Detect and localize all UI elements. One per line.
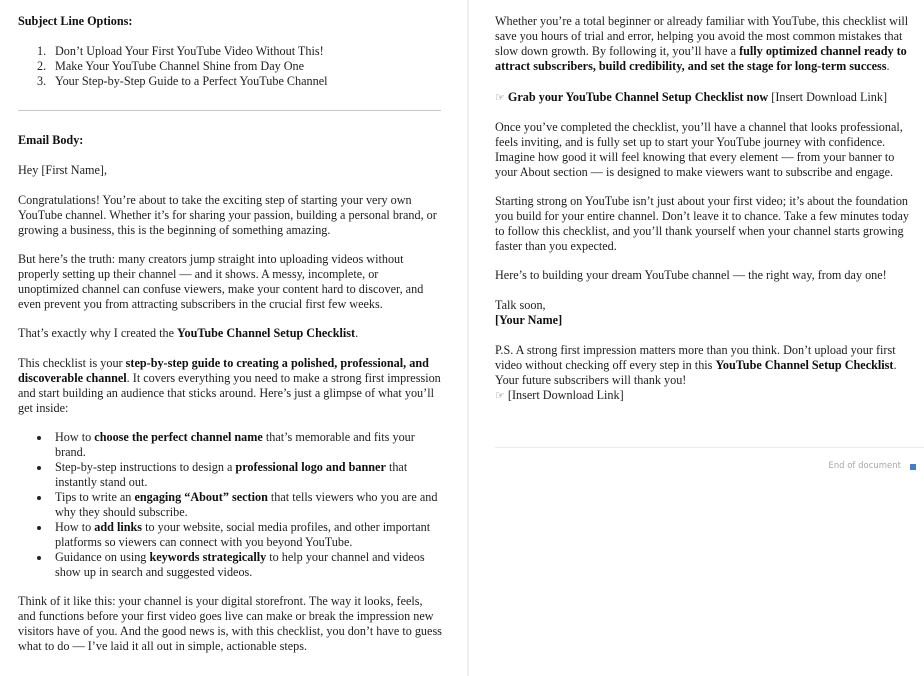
column-divider bbox=[467, 0, 469, 676]
subject-options-list bbox=[18, 44, 442, 89]
subject-option: 1. Don’t Upload Your First YouTube Video Without This! bbox=[37, 44, 324, 58]
bullet-icon bbox=[37, 496, 41, 500]
greeting: Hey [First Name], bbox=[18, 163, 108, 177]
end-marker-icon bbox=[910, 464, 916, 470]
signoff: Talk soon, bbox=[495, 298, 546, 312]
subject-option: 2. Make Your YouTube Channel Shine from Day One bbox=[37, 59, 305, 73]
postscript: P.S. A strong first impression matters more than you think. Don’t upload your first video without checking off every step in this YouTube Channel Setup Checklist. Your future subscribers will thank you! bbox=[495, 343, 897, 387]
email-body-heading: Email Body: bbox=[18, 133, 84, 147]
bullet-icon bbox=[37, 526, 41, 530]
list-item: How to add links to your website, social media profiles, and other important platforms so viewers can connect with you beyond YouTube. bbox=[18, 520, 442, 550]
end-of-document bbox=[828, 459, 916, 474]
list-item: Guidance on using keywords strategically to help your channel and videos show up in search and suggested videos. bbox=[18, 550, 442, 580]
signature: [Your Name] bbox=[495, 313, 563, 327]
subject-option: 3. Your Step-by-Step Guide to a Perfect YouTube Channel bbox=[37, 74, 328, 88]
bullet-icon bbox=[37, 436, 41, 440]
download-link-placeholder[interactable]: [Insert Download Link] bbox=[504, 388, 624, 402]
paragraph-closing: Here’s to building your dream YouTube channel — the right way, from day one! bbox=[495, 268, 887, 282]
paragraph-starting-strong: Starting strong on YouTube isn’t just about your first video; it’s about the foundation you build for your entire channel. Don’t leave it to chance. Take a few minutes today to follow this checklist, and you’ll thank yourself when your channel starts growing faster than you expected. bbox=[495, 194, 909, 253]
bullet-icon bbox=[37, 556, 41, 560]
download-link-placeholder[interactable]: [Insert Download Link] bbox=[768, 90, 888, 104]
paragraph-intro: Congratulations! You’re about to take the exciting step of starting your very own YouTube channel. Whether it’s for sharing your passion, building a personal brand, or growing a business, this is the beginning of something amazing. bbox=[18, 193, 437, 237]
paragraph-why: That’s exactly why I created the YouTube Channel Setup Checklist. bbox=[18, 326, 359, 340]
paragraph-checklist-desc: This checklist is your step-by-step guide to creating a polished, professional, and discoverable channel. It covers everything you need to make a strong first impression and start building an audience that sticks around. Here’s just a glimpse of what you’ll get inside: bbox=[18, 356, 441, 415]
paragraph-beginner: Whether you’re a total beginner or already familiar with YouTube, this checklist will save you hours of trial and error, helping you avoid the most common mistakes that slow down growth. By following it, you’ll have a fully optimized channel ready to attract subscribers, build credibility, and set the stage for long-term success. bbox=[495, 14, 909, 73]
paragraph-completed: Once you’ve completed the checklist, you’ll have a channel that looks professional, feels inviting, and is fully set up to start your YouTube journey with confidence. Imagine how good it will feel knowing that every element — from your banner to your About section — is designed to make viewers want to subscribe and engage. bbox=[495, 120, 903, 179]
subject-heading: Subject Line Options: bbox=[18, 14, 133, 28]
ps-link-line bbox=[495, 388, 919, 403]
bullet-icon bbox=[37, 466, 41, 470]
pointing-hand-icon: ☞ bbox=[495, 389, 505, 402]
list-item: How to choose the perfect channel name that’s memorable and fits your brand. bbox=[18, 430, 442, 460]
end-separator bbox=[495, 447, 924, 448]
end-of-document-label: End of document bbox=[828, 461, 901, 471]
paragraph-storefront: Think of it like this: your channel is your digital storefront. The way it looks, feels, and functions before your first video goes live can make or break the impression new visitors have of you. And the good news is, with this checklist, you don’t have to guess what to do — I’ve laid it all out in simple, actionable steps. bbox=[18, 594, 442, 653]
cta-line: ☞ Grab your YouTube Channel Setup Checklist now [Insert Download Link] bbox=[495, 90, 888, 104]
list-item: Tips to write an engaging “About” section that tells viewers who you are and why they should subscribe. bbox=[18, 490, 442, 520]
features-list bbox=[18, 430, 442, 580]
list-item: Step-by-step instructions to design a professional logo and banner that instantly stand out. bbox=[18, 460, 442, 490]
pointing-hand-icon: ☞ bbox=[495, 91, 505, 104]
section-separator bbox=[18, 110, 441, 111]
paragraph-truth: But here’s the truth: many creators jump straight into uploading videos without properly setting up their channel — and it shows. A messy, incomplete, or unoptimized channel can confuse viewers, make your content hard to discover, and even prevent you from attracting subscribers in the crucial first few weeks. bbox=[18, 252, 424, 311]
